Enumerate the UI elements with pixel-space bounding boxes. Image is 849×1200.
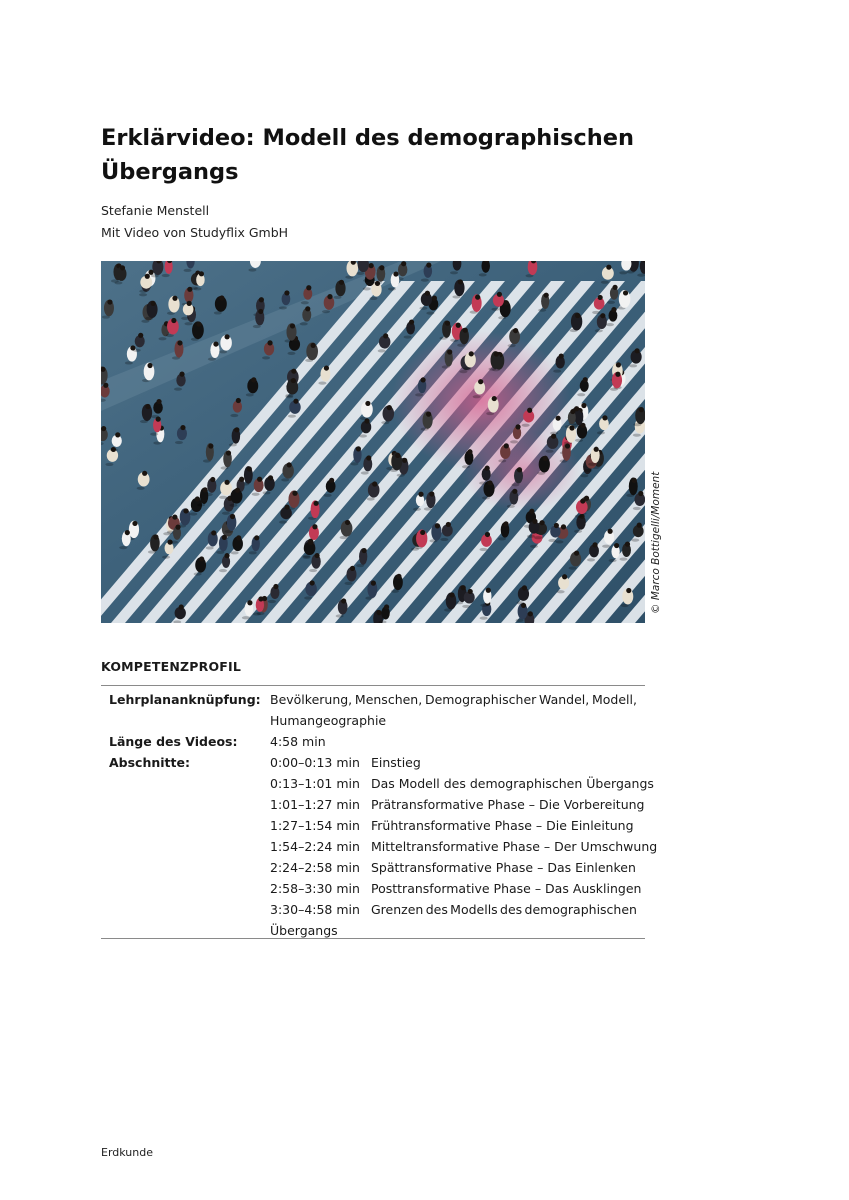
author-name: Stefanie Menstell (101, 203, 210, 218)
section-title-line1 (371, 899, 637, 920)
section-title: Einstieg (371, 755, 421, 770)
section-title-line2: Übergangs (270, 923, 338, 938)
sections-label: Abschnitte: (109, 755, 190, 770)
competence-profile-table (101, 689, 658, 941)
section-row (101, 857, 645, 878)
section-row-last (101, 899, 645, 920)
crowd-crosswalk-photo (101, 261, 645, 623)
footer-subject: Erdkunde (101, 1146, 153, 1159)
curriculum-word: Wandel, (539, 692, 590, 707)
length-row (101, 731, 645, 752)
photo-credit: © Marco Bottigelli/Moment (650, 471, 662, 614)
curriculum-value-line2: Humangeographie (270, 713, 387, 728)
page-title: Erklärvideo: Modell des demographischen Übergangs (101, 125, 635, 185)
curriculum-word: Menschen, (354, 692, 423, 707)
section-time: 0:00–0:13 min (270, 755, 360, 770)
curriculum-word: Modell, (591, 692, 637, 707)
curriculum-row (101, 689, 645, 710)
section-title: Frühtransformative Phase – Die Einleitung (371, 818, 634, 833)
length-label: Länge des Videos: (109, 734, 238, 749)
curriculum-label: Lehrplananknüpfung: (109, 692, 261, 707)
competence-profile-heading: KOMPETENZPROFIL (101, 659, 242, 674)
curriculum-word: Bevölkerung, (270, 692, 353, 707)
curriculum-value-line1 (270, 689, 637, 710)
section-word: demographischen (524, 902, 637, 917)
section-row (101, 752, 645, 773)
section-row (101, 794, 645, 815)
section-time: 2:24–2:58 min (270, 860, 360, 875)
section-title: Spättransformative Phase – Das Einlenken (371, 860, 636, 875)
section-time: 2:58–3:30 min (270, 881, 360, 896)
section-row (101, 773, 654, 794)
section-title: Mitteltransformative Phase – Der Umschwung (371, 839, 658, 854)
section-row (101, 815, 645, 836)
section-title: Posttransformative Phase – Das Ausklingen (371, 881, 642, 896)
section-row (101, 836, 658, 857)
length-value: 4:58 min (270, 734, 326, 749)
section-row (101, 878, 645, 899)
section-title: Das Modell des demographischen Übergangs (371, 776, 654, 791)
section-time: 3:30–4:58 min (270, 902, 360, 917)
video-source: Mit Video von Studyflix GmbH (101, 225, 289, 240)
section-time: 0:13–1:01 min (270, 776, 360, 791)
section-word: Grenzen (371, 902, 424, 917)
section-time: 1:01–1:27 min (270, 797, 360, 812)
photo-illustration (101, 261, 645, 623)
section-time: 1:27–1:54 min (270, 818, 360, 833)
section-time: 1:54–2:24 min (270, 839, 360, 854)
table-bottom-rule (101, 938, 645, 939)
section-word: des (500, 902, 523, 917)
table-top-rule (101, 685, 645, 686)
curriculum-row-cont (101, 710, 645, 731)
section-title: Prätransformative Phase – Die Vorbereitung (371, 797, 645, 812)
section-word: des (425, 902, 448, 917)
curriculum-word: Demographischer (424, 692, 537, 707)
section-word: Modells (450, 902, 498, 917)
